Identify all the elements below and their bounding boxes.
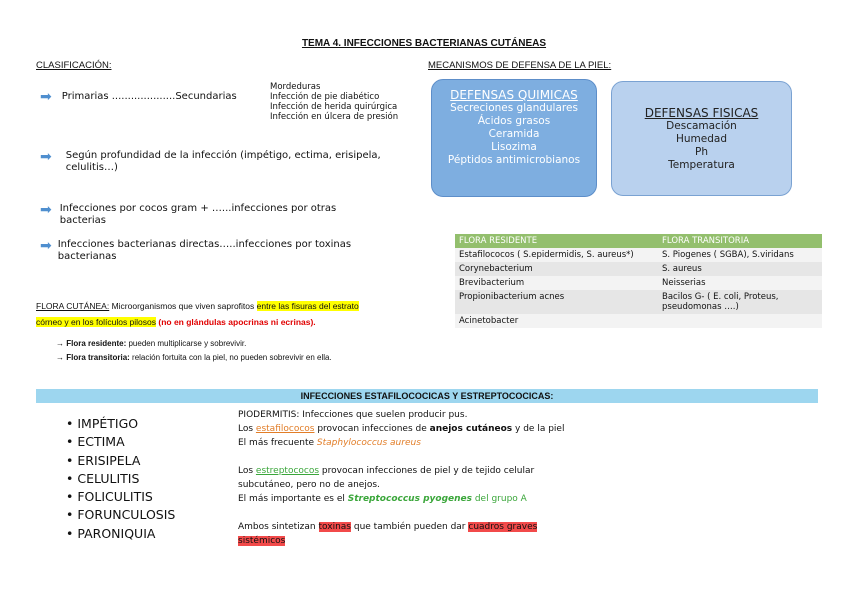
piodermitis-line	[238, 464, 628, 478]
list-item-label: ECTIMA	[77, 434, 125, 450]
defensas-fisicas-box	[611, 81, 792, 196]
secundarias-item: Mordeduras	[270, 82, 321, 92]
piodermitis-line	[238, 436, 628, 450]
list-item-label: ERISIPELA	[77, 452, 141, 468]
arrow-right-icon: →	[56, 339, 64, 348]
flora-table	[455, 234, 822, 328]
infecciones-list	[66, 415, 175, 543]
arrow-right-icon: ➡	[40, 201, 52, 217]
highlight-text: toxinas	[318, 522, 351, 532]
clasificacion-item-3: ➡ Infecciones por cocos gram + …...infecciones por otras bacterias	[40, 201, 337, 226]
piodermitis-text	[238, 408, 628, 548]
defensa-item: Péptidos antimicrobianos	[447, 154, 581, 166]
table-header-row	[455, 234, 822, 248]
flora-types	[56, 337, 332, 365]
highlight-text: córneo y en los folículos pilosos	[36, 317, 157, 327]
secundarias-item: Infección en úlcera de presión	[270, 112, 399, 122]
highlight-text: sistémicos	[238, 536, 286, 546]
table-cell: Corynebacterium	[455, 262, 658, 276]
list-item	[66, 433, 175, 451]
list-item-label: PARONIQUIA	[77, 525, 156, 541]
table-cell: Acinetobacter	[455, 314, 658, 328]
flora-residente-line	[56, 337, 332, 351]
highlight-text: cuadros graves	[468, 522, 538, 532]
list-item	[66, 488, 175, 506]
arrow-right-icon: →	[56, 353, 64, 362]
flora-cutanea-label: FLORA CUTÁNEA:	[36, 301, 110, 311]
secundarias-list	[270, 82, 398, 122]
arrow-right-icon: ➡	[40, 237, 52, 253]
table-row	[455, 290, 822, 314]
flora-cutanea-paragraph	[36, 298, 446, 330]
list-item-label: IMPÉTIGO	[77, 416, 139, 431]
text-span: provocan infecciones de	[314, 424, 430, 434]
clasificacion-item-2: ➡ Según profundidad de la infección (impétigo, ectima, erisipela, celulitis…)	[40, 148, 381, 173]
defensa-item: Ceramida	[488, 128, 540, 140]
bullet-icon: •	[66, 507, 78, 523]
bullet-icon: •	[66, 470, 78, 486]
table-cell	[658, 314, 822, 328]
table-row	[455, 248, 822, 262]
list-item	[66, 506, 175, 524]
defensa-item: Secreciones glandulares	[450, 102, 578, 114]
table-cell: S. aureus	[658, 262, 822, 276]
table-row	[455, 314, 822, 328]
secundarias-item: Infección de herida quirúrgica	[270, 102, 398, 112]
flora-cutanea-text: Microorganismos que viven saprofitos	[109, 301, 257, 311]
text-span: y de la piel	[512, 424, 565, 434]
table-cell: Brevibacterium	[455, 276, 658, 290]
defensas-quimicas-box	[431, 79, 597, 197]
table-cell: Bacilos G- ( E. coli, Proteus, pseudomonas ….)	[658, 290, 822, 314]
piodermitis-line: PIODERMITIS: Infecciones que suelen producir pus.	[238, 410, 468, 420]
piodermitis-line: subcutáneo, pero no de anejos.	[238, 480, 380, 490]
secundarias-item: Infección de pie diabético	[270, 92, 380, 102]
spacer	[238, 450, 628, 464]
list-item	[66, 452, 175, 470]
defensas-quimicas-title: DEFENSAS QUIMICAS	[450, 88, 578, 102]
flora-transitoria-label: Flora transitoria:	[66, 353, 130, 362]
bullet-icon: •	[66, 434, 78, 450]
defensa-item: Descamación	[666, 120, 737, 132]
highlight-text: entre las fisuras del estrato	[256, 301, 359, 311]
table-cell: Propionibacterium acnes	[455, 290, 658, 314]
list-item-label: FOLICULITIS	[77, 489, 153, 505]
spacer	[238, 506, 628, 520]
clasificacion-header: CLASIFICACIÓN:	[36, 60, 112, 71]
piodermitis-line	[238, 492, 628, 506]
table-cell: Estafilococos ( S.epidermidis, S. aureus*)	[455, 248, 658, 262]
list-item-label: CELULITIS	[77, 470, 140, 486]
bullet-icon: •	[66, 416, 78, 431]
defensa-item: Lisozima	[491, 141, 537, 153]
table-row	[455, 276, 822, 290]
column-header: FLORA RESIDENTE	[455, 234, 658, 248]
defensa-item: Ph	[695, 146, 708, 158]
species-name: Staphylococcus aureus	[316, 438, 421, 448]
column-header: FLORA TRANSITORIA	[658, 234, 822, 248]
section-banner: INFECCIONES ESTAFILOCOCICAS Y ESTREPTOCOCICAS:	[36, 389, 818, 403]
clasificacion-item-4: ➡ Infecciones bacterianas directas…..infecciones por toxinas bacterianas	[40, 237, 352, 262]
defensa-item: Humedad	[675, 133, 727, 145]
flora-transitoria-text: relación fortuita con la piel, no pueden sobrevivir en ella.	[129, 353, 332, 362]
text-span: que también pueden dar	[351, 522, 469, 532]
text-span: Los	[238, 466, 256, 476]
list-item	[66, 415, 175, 433]
text-span: El más importante es el	[238, 494, 348, 504]
list-item	[66, 525, 175, 543]
defensa-item: Temperatura	[668, 159, 735, 171]
list-item-label: FORUNCULOSIS	[77, 507, 176, 523]
bold-text: anejos cutáneos	[429, 424, 513, 434]
text-span: provocan infecciones de piel y de tejido celular	[319, 466, 535, 476]
table-cell: S. Piogenes ( SGBA), S.viridans	[658, 248, 822, 262]
page-title: TEMA 4. INFECCIONES BACTERIANAS CUTÁNEAS	[301, 38, 547, 49]
defensas-fisicas-title: DEFENSAS FISICAS	[644, 106, 759, 120]
estreptococos-link: estreptococos	[255, 466, 320, 476]
text-span: Ambos sintetizan	[238, 522, 319, 532]
red-note: (no en glándulas apocrinas ni ecrinas).	[156, 317, 316, 327]
text-span: del grupo A	[471, 494, 527, 504]
table-row	[455, 262, 822, 276]
species-name: Streptococcus pyogenes	[347, 494, 472, 504]
flora-residente-text: pueden multiplicarse y sobrevivir.	[126, 339, 247, 348]
clasificacion-item-1: ➡ Primarias ....................Secundarias	[40, 88, 237, 104]
text-span: Los	[238, 424, 256, 434]
text-span: El más frecuente	[238, 438, 317, 448]
piodermitis-line	[238, 520, 628, 534]
mecanismos-header: MECANISMOS DE DEFENSA DE LA PIEL:	[428, 60, 612, 71]
bullet-icon: •	[66, 489, 78, 505]
bullet-icon: •	[66, 452, 78, 468]
flora-residente-label: Flora residente:	[66, 339, 127, 348]
arrow-right-icon: ➡	[40, 88, 52, 104]
piodermitis-line	[238, 534, 628, 548]
bullet-icon: •	[66, 525, 78, 541]
table-cell: Neisserias	[658, 276, 822, 290]
flora-transitoria-line	[56, 351, 332, 365]
defensa-item: Ácidos grasos	[477, 115, 551, 127]
piodermitis-line	[238, 422, 628, 436]
estafilococos-link: estafilococos	[255, 424, 315, 434]
list-item	[66, 470, 175, 488]
arrow-right-icon: ➡	[40, 148, 52, 164]
